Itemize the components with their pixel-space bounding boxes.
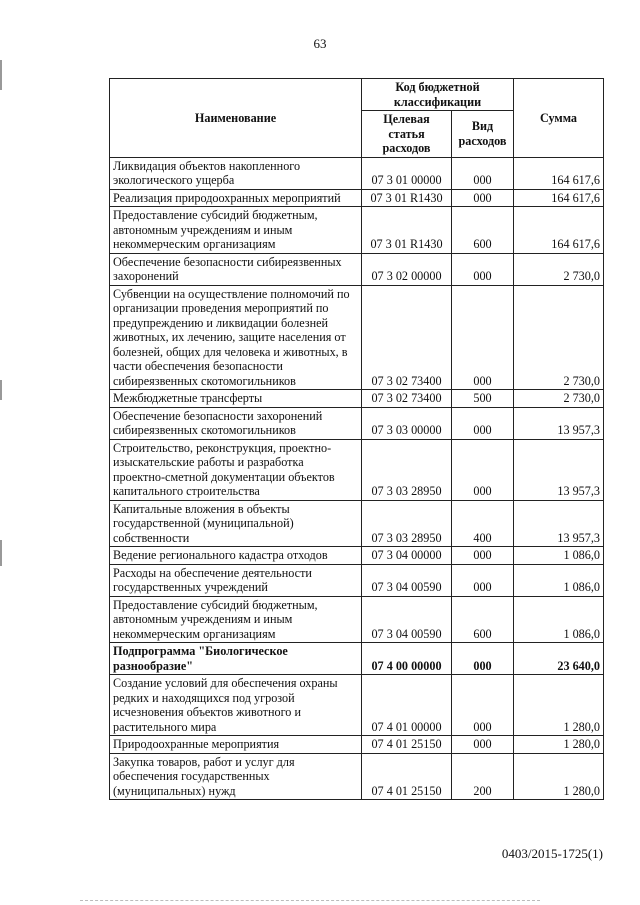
cell-target-article: 07 3 03 28950 xyxy=(362,500,452,547)
cell-expense-type: 000 xyxy=(452,157,514,189)
table-row xyxy=(110,643,604,675)
cell-sum: 164 617,6 xyxy=(514,157,604,189)
cell-target-article: 07 3 01 00000 xyxy=(362,157,452,189)
cell-target-article: 07 3 02 73400 xyxy=(362,285,452,390)
cell-name: Ведение регионального кадастра отходов xyxy=(110,547,362,565)
scan-bottom-noise xyxy=(80,900,540,902)
cell-name: Капитальные вложения в объекты государственной (муниципальной) собственности xyxy=(110,500,362,547)
cell-name: Обеспечение безопасности захоронений сибиреязвенных скотомогильников xyxy=(110,407,362,439)
cell-expense-type: 000 xyxy=(452,285,514,390)
cell-name: Реализация природоохранных мероприятий xyxy=(110,189,362,207)
cell-target-article: 07 3 04 00000 xyxy=(362,547,452,565)
table-row xyxy=(110,285,604,390)
table-row xyxy=(110,596,604,643)
page-number: 63 xyxy=(313,36,327,51)
header-sum: Сумма xyxy=(514,79,604,158)
cell-expense-type: 000 xyxy=(452,675,514,736)
cell-target-article: 07 3 02 73400 xyxy=(362,390,452,408)
cell-sum: 1 086,0 xyxy=(514,596,604,643)
cell-name: Ликвидация объектов накопленного экологического ущерба xyxy=(110,157,362,189)
cell-expense-type: 000 xyxy=(452,253,514,285)
cell-expense-type: 000 xyxy=(452,736,514,754)
cell-target-article: 07 3 03 00000 xyxy=(362,407,452,439)
table-row xyxy=(110,675,604,736)
cell-expense-type: 000 xyxy=(452,643,514,675)
cell-sum: 1 280,0 xyxy=(514,753,604,800)
cell-expense-type: 400 xyxy=(452,500,514,547)
cell-name: Обеспечение безопасности сибиреязвенных захоронений xyxy=(110,253,362,285)
cell-sum: 1 086,0 xyxy=(514,547,604,565)
cell-sum: 2 730,0 xyxy=(514,390,604,408)
table-row xyxy=(110,439,604,500)
cell-target-article: 07 4 00 00000 xyxy=(362,643,452,675)
cell-sum: 23 640,0 xyxy=(514,643,604,675)
cell-sum: 1 280,0 xyxy=(514,736,604,754)
scan-edge-mark xyxy=(0,380,2,400)
header-target-article: Целевая статья расходов xyxy=(362,111,452,158)
cell-name: Расходы на обеспечение деятельности государственных учреждений xyxy=(110,564,362,596)
cell-target-article: 07 4 01 25150 xyxy=(362,753,452,800)
cell-expense-type: 200 xyxy=(452,753,514,800)
cell-name: Предоставление субсидий бюджетным, автономным учреждениям и иным некоммерческим организациям xyxy=(110,596,362,643)
cell-sum: 13 957,3 xyxy=(514,500,604,547)
cell-target-article: 07 3 04 00590 xyxy=(362,564,452,596)
table-row xyxy=(110,157,604,189)
table-row xyxy=(110,207,604,254)
cell-sum: 13 957,3 xyxy=(514,407,604,439)
table-row xyxy=(110,407,604,439)
cell-name: Межбюджетные трансферты xyxy=(110,390,362,408)
cell-name: Субвенции на осуществление полномочий по организации проведения мероприятий по предупреждению и ликвидации болезней животных, их лечению, защите населения от болезней, общих для человека и животных, в части обеспечения безопасности сибиреязвенных скотомогильников xyxy=(110,285,362,390)
cell-expense-type: 500 xyxy=(452,390,514,408)
table-row xyxy=(110,564,604,596)
cell-expense-type: 000 xyxy=(452,407,514,439)
cell-expense-type: 600 xyxy=(452,207,514,254)
cell-target-article: 07 4 01 00000 xyxy=(362,675,452,736)
cell-target-article: 07 3 01 R1430 xyxy=(362,189,452,207)
cell-sum: 164 617,6 xyxy=(514,189,604,207)
cell-name: Закупка товаров, работ и услуг для обеспечения государственных (муниципальных) нужд xyxy=(110,753,362,800)
header-name: Наименование xyxy=(110,79,362,158)
cell-expense-type: 000 xyxy=(452,547,514,565)
cell-sum: 13 957,3 xyxy=(514,439,604,500)
table-row xyxy=(110,500,604,547)
cell-target-article: 07 3 03 28950 xyxy=(362,439,452,500)
cell-sum: 164 617,6 xyxy=(514,207,604,254)
table-row xyxy=(110,390,604,408)
document-reference: 0403/2015-1725(1) xyxy=(501,846,603,861)
cell-expense-type: 000 xyxy=(452,439,514,500)
table-body xyxy=(110,157,604,800)
table-row xyxy=(110,189,604,207)
table-row xyxy=(110,736,604,754)
cell-sum: 2 730,0 xyxy=(514,253,604,285)
cell-name: Создание условий для обеспечения охраны редких и находящихся под угрозой исчезновения объектов животного и растительного мира xyxy=(110,675,362,736)
budget-table xyxy=(109,78,604,800)
cell-expense-type: 000 xyxy=(452,564,514,596)
cell-target-article: 07 3 01 R1430 xyxy=(362,207,452,254)
cell-expense-type: 000 xyxy=(452,189,514,207)
cell-name: Подпрограмма "Биологическое разнообразие" xyxy=(110,643,362,675)
cell-name: Строительство, реконструкция, проектно-изыскательские работы и разработка проектно-сметной документации объектов капитального строительства xyxy=(110,439,362,500)
table-row xyxy=(110,547,604,565)
cell-target-article: 07 4 01 25150 xyxy=(362,736,452,754)
table-row xyxy=(110,253,604,285)
cell-name: Предоставление субсидий бюджетным, автономным учреждениям и иным некоммерческим организациям xyxy=(110,207,362,254)
header-classification-group: Код бюджетной классификации xyxy=(362,79,514,111)
table-row xyxy=(110,753,604,800)
cell-name: Природоохранные мероприятия xyxy=(110,736,362,754)
header-expense-type: Вид расходов xyxy=(452,111,514,158)
cell-sum: 2 730,0 xyxy=(514,285,604,390)
cell-target-article: 07 3 02 00000 xyxy=(362,253,452,285)
scan-edge-mark xyxy=(0,540,2,566)
cell-target-article: 07 3 04 00590 xyxy=(362,596,452,643)
cell-sum: 1 086,0 xyxy=(514,564,604,596)
cell-expense-type: 600 xyxy=(452,596,514,643)
cell-sum: 1 280,0 xyxy=(514,675,604,736)
scan-edge-mark xyxy=(0,60,2,90)
